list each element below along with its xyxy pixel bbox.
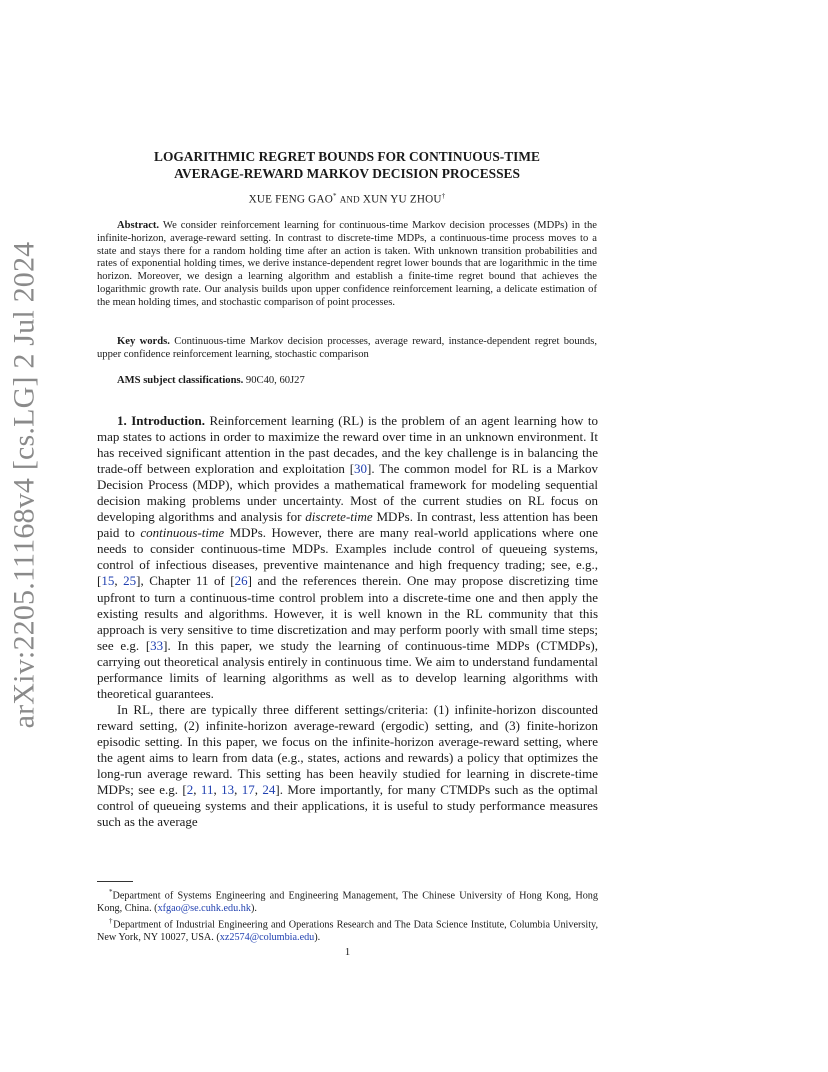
citation-link[interactable]: 2 xyxy=(186,782,194,798)
section-heading: 1. Introduction. xyxy=(117,413,206,428)
intro-text: ]. In this paper, we study the learning of continuous-time MDPs (CTMDPs), carrying out theoretical analysis entirely in continuous time. We aim to understand fundamental performance limits of learning algorithms as well as to develop learning algorithms with theoretical guarantees. xyxy=(97,637,599,701)
footnote-1 xyxy=(97,886,598,915)
title-line-2: AVERAGE-REWARD MARKOV DECISION PROCESSES xyxy=(174,166,520,181)
intro-text: , xyxy=(193,782,201,798)
author-1: XUE FENG GAO xyxy=(248,193,334,206)
intro-text: ]. More importantly, for many CTMDPs such as the optimal control of queueing systems and their applications, it is useful to study performance measures such as the average xyxy=(97,782,599,830)
footnote-2-mark: † xyxy=(109,917,114,926)
intro-text: In RL, there are typically three different settings/criteria: (1) infinite-horizon discounted reward setting, (2) infinite-horizon average-reward (ergodic) setting, and (3) finite-horizon episodic setting. In this paper, we focus on the infinite-horizon average-reward setting, where the agent aims to learn from data (e.g., states, actions and rewards) a policy that optimizes the long-run average reward. This setting has been heavily studied for learning in discrete-time MDPs; see e.g. [ xyxy=(97,701,598,798)
intro-text: , xyxy=(254,782,263,798)
footnote-2 xyxy=(97,915,598,944)
abstract-text: We consider reinforcement learning for continuous-time Markov decision processes (MDPs) in the infinite-horizon, average-reward setting. In contrast to discrete-time MDPs, a continuous-time process moves to a state and stays there for a random holding time after an action is taken. With unknown transition probabilities and rates of exponential holding times, we derive instance-dependent regret lower bounds that are logarithmic in the time horizon. Moreover, we design a learning algorithm and establish a finite-time regret bound that achieves the logarithmic growth rate. Our analysis builds upon upper confidence reinforcement learning, a delicate estimation of the mean holding times, and stochastic comparison of point processes. xyxy=(97,220,597,308)
intro-paragraph-2 xyxy=(97,702,598,830)
footnotes xyxy=(97,886,598,944)
intro-text: , xyxy=(234,782,242,798)
citation-link[interactable]: 17 xyxy=(241,782,255,798)
intro-text: Reinforcement learning (RL) is the problem of an agent learning how to map states to actions in order to maximize the reward over time in an unknown environment. It has received significant attention in the past decades, and the key challenge is in balancing the trade-off between exploration and exploitation [ xyxy=(97,413,599,477)
keywords-text: Continuous-time Markov decision processes, average reward, instance-dependent regret bounds, upper confidence reinforcement learning, stochastic comparison xyxy=(97,336,597,360)
author-2-mark: † xyxy=(441,192,446,200)
intro-text: , xyxy=(213,782,222,798)
intro-text: , xyxy=(114,573,124,589)
citation-link[interactable]: 11 xyxy=(200,782,214,798)
intro-paragraph-1 xyxy=(97,413,598,702)
footnote-2-end: ). xyxy=(314,932,321,943)
abstract-label: Abstract. xyxy=(117,220,160,231)
abstract xyxy=(97,220,597,310)
citation-link[interactable]: 25 xyxy=(123,573,137,589)
ams-text: 90C40, 60J27 xyxy=(245,375,305,386)
citation-link[interactable]: 33 xyxy=(150,637,164,653)
citation-link[interactable]: 30 xyxy=(354,461,368,477)
email-link[interactable]: xz2574@columbia.edu xyxy=(219,932,315,943)
intro-text: ], Chapter 11 of [ xyxy=(136,573,235,589)
title-line-1: LOGARITHMIC REGRET BOUNDS FOR CONTINUOUS-TIME xyxy=(154,149,540,164)
citation-link[interactable]: 26 xyxy=(234,573,248,589)
author-2: XUN YU ZHOU xyxy=(362,193,442,206)
arxiv-stamp xyxy=(2,241,46,729)
keywords xyxy=(97,336,597,362)
emphasis-text: continuous-time xyxy=(140,525,225,541)
arxiv-stamp-text: arXiv:2205.11168v4 [cs.LG] 2 Jul 2024 xyxy=(7,241,41,729)
page-number: 1 xyxy=(344,947,351,958)
footnote-rule xyxy=(97,881,133,882)
emphasis-text: discrete-time xyxy=(305,509,373,525)
intro-text: ] and the references therein. One may propose discretizing time upfront to turn a continuous-time control problem into a discrete-time one and then apply the existing results and algorithms. However, it is well known in the RL community that this approach is very sensitive to time discretization and may perform poorly with small time steps; see e.g. [ xyxy=(97,573,598,653)
footnote-1-mark: * xyxy=(109,888,113,896)
intro-text: MDPs. However, there are many real-world applications where one needs to consider continuous-time MDPs. Examples include control of queueing systems, control of infectious diseases, preventive maintenance and high frequency trading; see, e.g., [ xyxy=(97,525,598,589)
citation-link[interactable]: 15 xyxy=(101,573,115,589)
ams-label: AMS subject classifications. xyxy=(117,375,244,386)
citation-link[interactable]: 24 xyxy=(262,782,276,798)
paper-title xyxy=(96,148,598,182)
intro-text: MDPs. In contrast, less attention has been paid to xyxy=(97,509,598,541)
footnote-1-text: Department of Systems Engineering and Engineering Management, The Chinese University of Hong Kong, Hong Kong, China. ( xyxy=(97,890,598,914)
footnote-1-end: ). xyxy=(250,902,257,914)
citation-link[interactable]: 13 xyxy=(221,782,235,798)
introduction-section xyxy=(97,413,598,830)
footnote-2-text: Department of Industrial Engineering and Operations Research and The Data Science Institute, Columbia University, New York, NY 10027, USA. ( xyxy=(97,919,599,943)
ams-classifications xyxy=(97,375,597,388)
author-line xyxy=(96,192,598,206)
email-link[interactable]: xfgao@se.cuhk.edu.hk xyxy=(157,902,251,914)
author-1-mark: * xyxy=(333,192,337,200)
author-and: AND xyxy=(339,194,360,205)
keywords-label: Key words. xyxy=(117,336,170,347)
intro-text: ]. The common model for RL is a Markov Decision Process (MDP), which provides a mathematical framework for modeling sequential decision making problems under uncertainty. Most of the current studies on RL focus on developing algorithms and analysis for xyxy=(97,461,598,525)
